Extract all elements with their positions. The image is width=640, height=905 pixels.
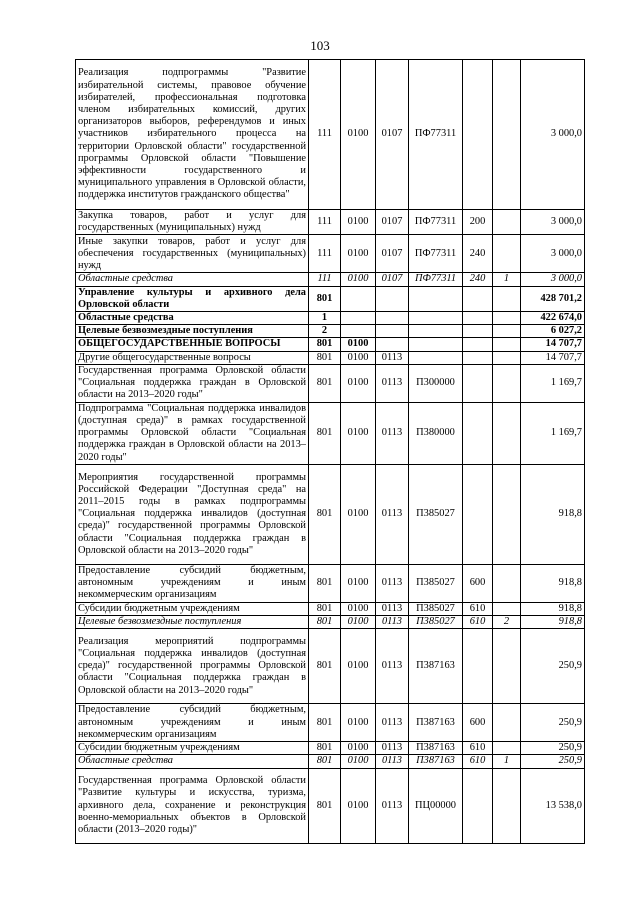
- cell-name: Субсидии бюджетным учреждениям: [76, 602, 309, 615]
- cell-target-article: [409, 351, 463, 364]
- cell-expense-type: 610: [463, 602, 493, 615]
- table-body: [76, 60, 585, 844]
- cell-subsection: 0107: [376, 235, 409, 273]
- cell-name: Государственная программа Орловской области "Развитие культуры и искусства, туризма, архивного дела, сохранение и реконструкция военно-мемориальных объектов в Орловской области (2013–2020 годы)": [76, 768, 309, 843]
- cell-target-article: П385027: [409, 464, 463, 564]
- cell-section: 0100: [341, 742, 376, 755]
- cell-section: 0100: [341, 235, 376, 273]
- table-row: [76, 616, 585, 629]
- cell-subsection: 0113: [376, 464, 409, 564]
- cell-subsection: 0113: [376, 564, 409, 602]
- cell-expense-type: [463, 338, 493, 351]
- cell-name: Государственная программа Орловской области "Социальная поддержка граждан в Орловской области на 2013–2020 годы": [76, 364, 309, 402]
- cell-subsection: [376, 286, 409, 311]
- table-row: [76, 742, 585, 755]
- cell-amount: 3 000,0: [521, 60, 585, 210]
- cell-section: 0100: [341, 564, 376, 602]
- cell-name: Реализация мероприятий подпрограммы "Социальная поддержка инвалидов (доступная среда)" государственной программы Орловской области "Социальная поддержка граждан в Орловской области на 2013–2020 годы": [76, 629, 309, 704]
- cell-amount: 250,9: [521, 629, 585, 704]
- cell-expense-type: 600: [463, 704, 493, 742]
- cell-name: Предоставление субсидий бюджетным, автономным учреждениям и иным некоммерческим организациям: [76, 564, 309, 602]
- cell-expense-type: [463, 312, 493, 325]
- cell-name: Подпрограмма "Социальная поддержка инвалидов (доступная среда)" в рамках государственной программы Орловской области "Социальная поддержка граждан в Орловской области на 2013–2020 годы": [76, 402, 309, 464]
- cell-target-article: П385027: [409, 602, 463, 615]
- cell-section: 0100: [341, 704, 376, 742]
- cell-funding-source: [493, 464, 521, 564]
- table-row: [76, 364, 585, 402]
- cell-target-article: П385027: [409, 564, 463, 602]
- cell-expense-type: 240: [463, 235, 493, 273]
- cell-subsection: 0113: [376, 704, 409, 742]
- table-row: [76, 704, 585, 742]
- cell-name: ОБЩЕГОСУДАРСТВЕННЫЕ ВОПРОСЫ: [76, 338, 309, 351]
- cell-section: 0100: [341, 755, 376, 768]
- cell-grbs: 801: [309, 742, 341, 755]
- cell-subsection: 0113: [376, 616, 409, 629]
- cell-grbs: 111: [309, 273, 341, 286]
- cell-name: Другие общегосударственные вопросы: [76, 351, 309, 364]
- budget-table: [75, 59, 585, 844]
- table-row: [76, 629, 585, 704]
- table-row: [76, 286, 585, 311]
- table-row: [76, 564, 585, 602]
- cell-target-article: П387163: [409, 629, 463, 704]
- cell-target-article: П300000: [409, 364, 463, 402]
- cell-expense-type: [463, 464, 493, 564]
- cell-funding-source: [493, 364, 521, 402]
- cell-grbs: 801: [309, 768, 341, 843]
- table-row: [76, 312, 585, 325]
- table-row: [76, 602, 585, 615]
- cell-amount: 918,8: [521, 564, 585, 602]
- cell-section: 0100: [341, 464, 376, 564]
- cell-name: Закупка товаров, работ и услуг для государственных (муниципальных) нужд: [76, 210, 309, 235]
- cell-funding-source: [493, 312, 521, 325]
- cell-target-article: ПФ77311: [409, 235, 463, 273]
- cell-section: 0100: [341, 60, 376, 210]
- cell-subsection: [376, 312, 409, 325]
- cell-subsection: 0113: [376, 768, 409, 843]
- cell-target-article: П387163: [409, 742, 463, 755]
- cell-section: 0100: [341, 768, 376, 843]
- cell-amount: 250,9: [521, 704, 585, 742]
- cell-grbs: 801: [309, 755, 341, 768]
- cell-name: Целевые безвозмездные поступления: [76, 325, 309, 338]
- cell-target-article: П385027: [409, 616, 463, 629]
- cell-section: 0100: [341, 351, 376, 364]
- cell-funding-source: [493, 235, 521, 273]
- cell-grbs: 801: [309, 402, 341, 464]
- cell-expense-type: [463, 60, 493, 210]
- cell-target-article: ПФ77311: [409, 60, 463, 210]
- cell-funding-source: [493, 402, 521, 464]
- cell-grbs: 801: [309, 629, 341, 704]
- cell-grbs: 111: [309, 235, 341, 273]
- cell-amount: 3 000,0: [521, 210, 585, 235]
- cell-amount: 250,9: [521, 755, 585, 768]
- cell-target-article: [409, 325, 463, 338]
- cell-subsection: 0113: [376, 402, 409, 464]
- cell-expense-type: 610: [463, 616, 493, 629]
- cell-grbs: 801: [309, 704, 341, 742]
- cell-funding-source: [493, 602, 521, 615]
- cell-name: Иные закупки товаров, работ и услуг для обеспечения государственных (муниципальных) нужд: [76, 235, 309, 273]
- cell-section: 0100: [341, 616, 376, 629]
- cell-target-article: [409, 338, 463, 351]
- cell-amount: 3 000,0: [521, 235, 585, 273]
- cell-amount: 422 674,0: [521, 312, 585, 325]
- cell-expense-type: 610: [463, 742, 493, 755]
- cell-funding-source: [493, 704, 521, 742]
- cell-funding-source: [493, 351, 521, 364]
- table-row: [76, 351, 585, 364]
- cell-name: Субсидии бюджетным учреждениям: [76, 742, 309, 755]
- cell-funding-source: 1: [493, 273, 521, 286]
- cell-expense-type: [463, 768, 493, 843]
- cell-amount: 14 707,7: [521, 338, 585, 351]
- cell-funding-source: 2: [493, 616, 521, 629]
- cell-funding-source: [493, 210, 521, 235]
- cell-grbs: 801: [309, 351, 341, 364]
- table-row: [76, 768, 585, 843]
- cell-grbs: 801: [309, 564, 341, 602]
- cell-subsection: 0107: [376, 273, 409, 286]
- page-number: 103: [310, 38, 330, 53]
- cell-amount: 13 538,0: [521, 768, 585, 843]
- cell-funding-source: [493, 325, 521, 338]
- cell-grbs: 1: [309, 312, 341, 325]
- cell-expense-type: 610: [463, 755, 493, 768]
- cell-amount: 1 169,7: [521, 402, 585, 464]
- cell-grbs: 801: [309, 338, 341, 351]
- cell-grbs: 111: [309, 60, 341, 210]
- cell-section: 0100: [341, 602, 376, 615]
- cell-name: Мероприятия государственной программы Российской Федерации "Доступная среда" на 2011–2015 годы в рамках подпрограммы "Социальная поддержка инвалидов (доступная среда)" государственной программы Орловской области "Социальная поддержка граждан в Орловской области на 2013–2020 годы": [76, 464, 309, 564]
- cell-subsection: [376, 325, 409, 338]
- cell-funding-source: [493, 742, 521, 755]
- cell-target-article: ПФ77311: [409, 210, 463, 235]
- cell-name: Целевые безвозмездные поступления: [76, 616, 309, 629]
- cell-target-article: [409, 286, 463, 311]
- cell-subsection: [376, 338, 409, 351]
- cell-name: Областные средства: [76, 312, 309, 325]
- cell-amount: 428 701,2: [521, 286, 585, 311]
- cell-expense-type: [463, 325, 493, 338]
- cell-target-article: ПЦ00000: [409, 768, 463, 843]
- cell-expense-type: [463, 364, 493, 402]
- cell-grbs: 801: [309, 364, 341, 402]
- cell-section: 0100: [341, 364, 376, 402]
- cell-amount: 918,8: [521, 464, 585, 564]
- cell-grbs: 801: [309, 286, 341, 311]
- cell-target-article: П380000: [409, 402, 463, 464]
- cell-amount: 918,8: [521, 616, 585, 629]
- cell-grbs: 801: [309, 616, 341, 629]
- cell-expense-type: 600: [463, 564, 493, 602]
- cell-section: 0100: [341, 402, 376, 464]
- cell-expense-type: [463, 402, 493, 464]
- cell-subsection: 0113: [376, 755, 409, 768]
- cell-funding-source: 1: [493, 755, 521, 768]
- cell-name: Областные средства: [76, 273, 309, 286]
- cell-grbs: 111: [309, 210, 341, 235]
- cell-name: Реализация подпрограммы "Развитие избирательной системы, правовое обучение избирателей, профессиональная подготовка членом избирательных комиссий, других организаторов выборов, референдумов и иных участников избирательного процесса на территории Орловской области" государственной программы Орловской области "Повышение эффективности государственного и муниципального управления в Орловской области, поддержка институтов гражданского общества": [76, 60, 309, 210]
- cell-target-article: П387163: [409, 704, 463, 742]
- cell-subsection: 0107: [376, 60, 409, 210]
- cell-amount: 3 000,0: [521, 273, 585, 286]
- table-row: [76, 402, 585, 464]
- cell-subsection: 0113: [376, 602, 409, 615]
- table-row: [76, 210, 585, 235]
- cell-target-article: П387163: [409, 755, 463, 768]
- table-row: [76, 60, 585, 210]
- table-row: [76, 273, 585, 286]
- cell-subsection: 0113: [376, 629, 409, 704]
- cell-name: Областные средства: [76, 755, 309, 768]
- cell-amount: 1 169,7: [521, 364, 585, 402]
- table-row: [76, 464, 585, 564]
- table-row: [76, 325, 585, 338]
- cell-expense-type: 200: [463, 210, 493, 235]
- cell-name: Управление культуры и архивного дела Орловской области: [76, 286, 309, 311]
- cell-section: [341, 312, 376, 325]
- cell-section: [341, 286, 376, 311]
- cell-amount: 6 027,2: [521, 325, 585, 338]
- cell-amount: 14 707,7: [521, 351, 585, 364]
- cell-amount: 918,8: [521, 602, 585, 615]
- cell-subsection: 0113: [376, 364, 409, 402]
- cell-expense-type: 240: [463, 273, 493, 286]
- cell-subsection: 0107: [376, 210, 409, 235]
- table-row: [76, 235, 585, 273]
- cell-expense-type: [463, 351, 493, 364]
- cell-funding-source: [493, 629, 521, 704]
- cell-grbs: 801: [309, 602, 341, 615]
- cell-subsection: 0113: [376, 742, 409, 755]
- cell-grbs: 2: [309, 325, 341, 338]
- cell-funding-source: [493, 338, 521, 351]
- cell-section: 0100: [341, 273, 376, 286]
- cell-funding-source: [493, 564, 521, 602]
- cell-funding-source: [493, 286, 521, 311]
- cell-section: [341, 325, 376, 338]
- cell-section: 0100: [341, 629, 376, 704]
- cell-expense-type: [463, 286, 493, 311]
- cell-name: Предоставление субсидий бюджетным, автономным учреждениям и иным некоммерческим организациям: [76, 704, 309, 742]
- cell-amount: 250,9: [521, 742, 585, 755]
- cell-target-article: [409, 312, 463, 325]
- cell-funding-source: [493, 768, 521, 843]
- cell-funding-source: [493, 60, 521, 210]
- cell-section: 0100: [341, 338, 376, 351]
- cell-section: 0100: [341, 210, 376, 235]
- table-row: [76, 755, 585, 768]
- cell-target-article: ПФ77311: [409, 273, 463, 286]
- table-row: [76, 338, 585, 351]
- cell-subsection: 0113: [376, 351, 409, 364]
- cell-grbs: 801: [309, 464, 341, 564]
- cell-expense-type: [463, 629, 493, 704]
